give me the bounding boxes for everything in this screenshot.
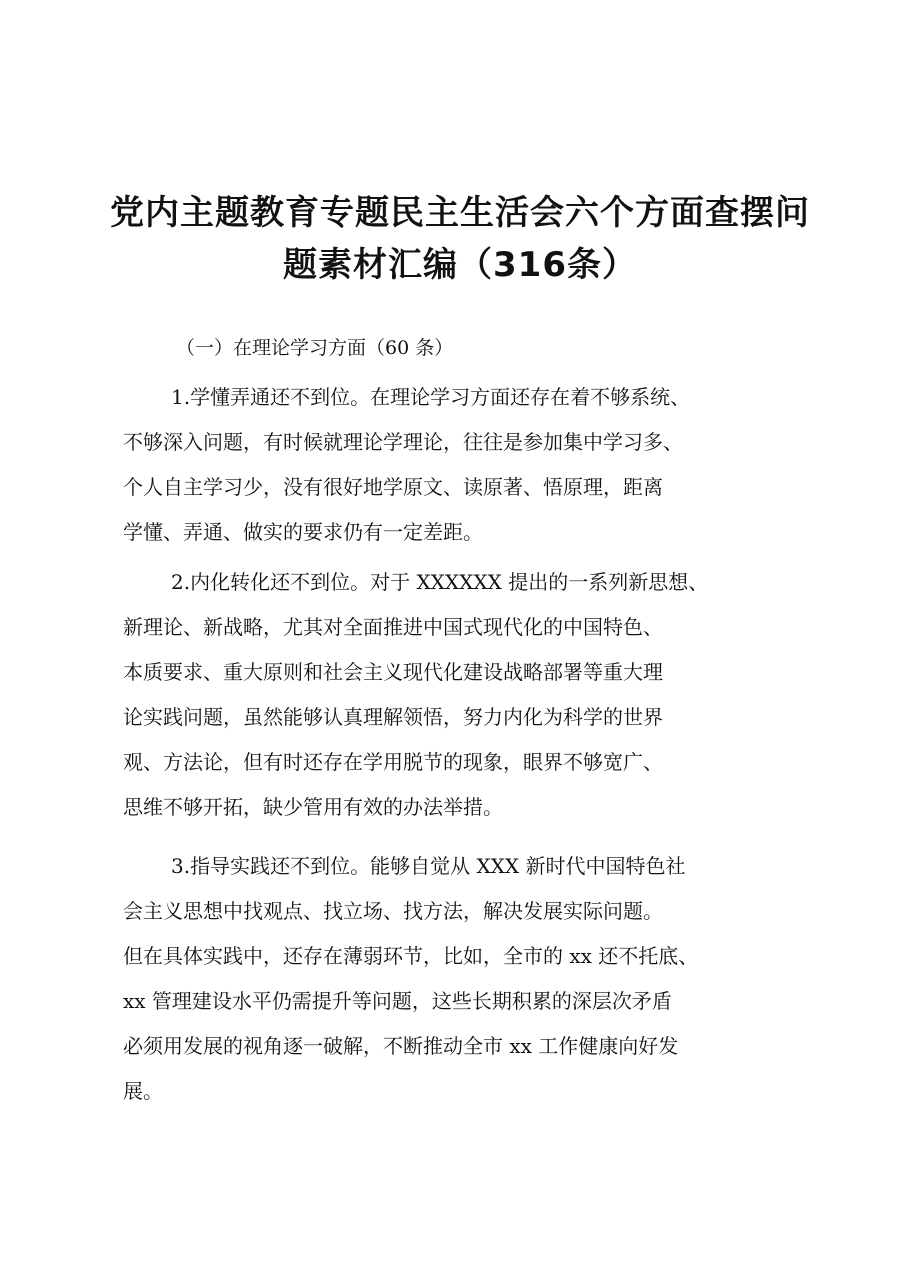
paragraph-line: 不够深入问题，有时候就理论学理论，往往是参加集中学习多、 [123,430,683,454]
paragraph-3 [123,844,813,1114]
paragraph-line: 观、方法论，但有时还存在学用脱节的现象，眼界不够宽广、 [123,750,663,774]
paragraph-line: 会主义思想中找观点、找立场、找方法，解决发展实际问题。 [123,899,663,923]
paragraph-1 [123,375,813,555]
paragraph-line: 1.学懂弄通还不到位。在理论学习方面还存在着不够系统、 [171,385,691,409]
paragraph-line: xx 管理建设水平仍需提升等问题，这些长期积累的深层次矛盾 [123,989,672,1013]
paragraph-2 [123,560,813,830]
paragraph-line: 3.指导实践还不到位。能够自觉从 XXX 新时代中国特色社 [171,854,686,878]
section-heading: （一）在理论学习方面（60 条） [176,337,454,359]
paragraph-line: 新理论、新战略，尤其对全面推进中国式现代化的中国特色、 [123,615,663,639]
paragraph-line: 本质要求、重大原则和社会主义现代化建设战略部署等重大理 [123,660,663,684]
paragraph-line: 思维不够开拓，缺少管用有效的办法举措。 [123,795,503,819]
paragraph-line: 论实践问题，虽然能够认真理解领悟，努力内化为科学的世界 [123,705,663,729]
paragraph-line: 学懂、弄通、做实的要求仍有一定差距。 [123,520,483,544]
title-line-2: 题素材汇编（316条） [283,245,637,285]
paragraph-line: 展。 [123,1079,163,1103]
paragraph-line: 个人自主学习少，没有很好地学原文、读原著、悟原理，距离 [123,475,663,499]
paragraph-line: 必须用发展的视角逐一破解，不断推动全市 xx 工作健康向好发 [123,1034,679,1058]
paragraph-line: 2.内化转化还不到位。对于 XXXXXX 提出的一系列新思想、 [171,570,709,594]
title-line-1: 党内主题教育专题民主生活会六个方面查摆问 [110,193,810,233]
paragraph-line: 但在具体实践中，还存在薄弱环节，比如，全市的 xx 还不托底、 [123,944,699,968]
document-title [110,187,810,291]
